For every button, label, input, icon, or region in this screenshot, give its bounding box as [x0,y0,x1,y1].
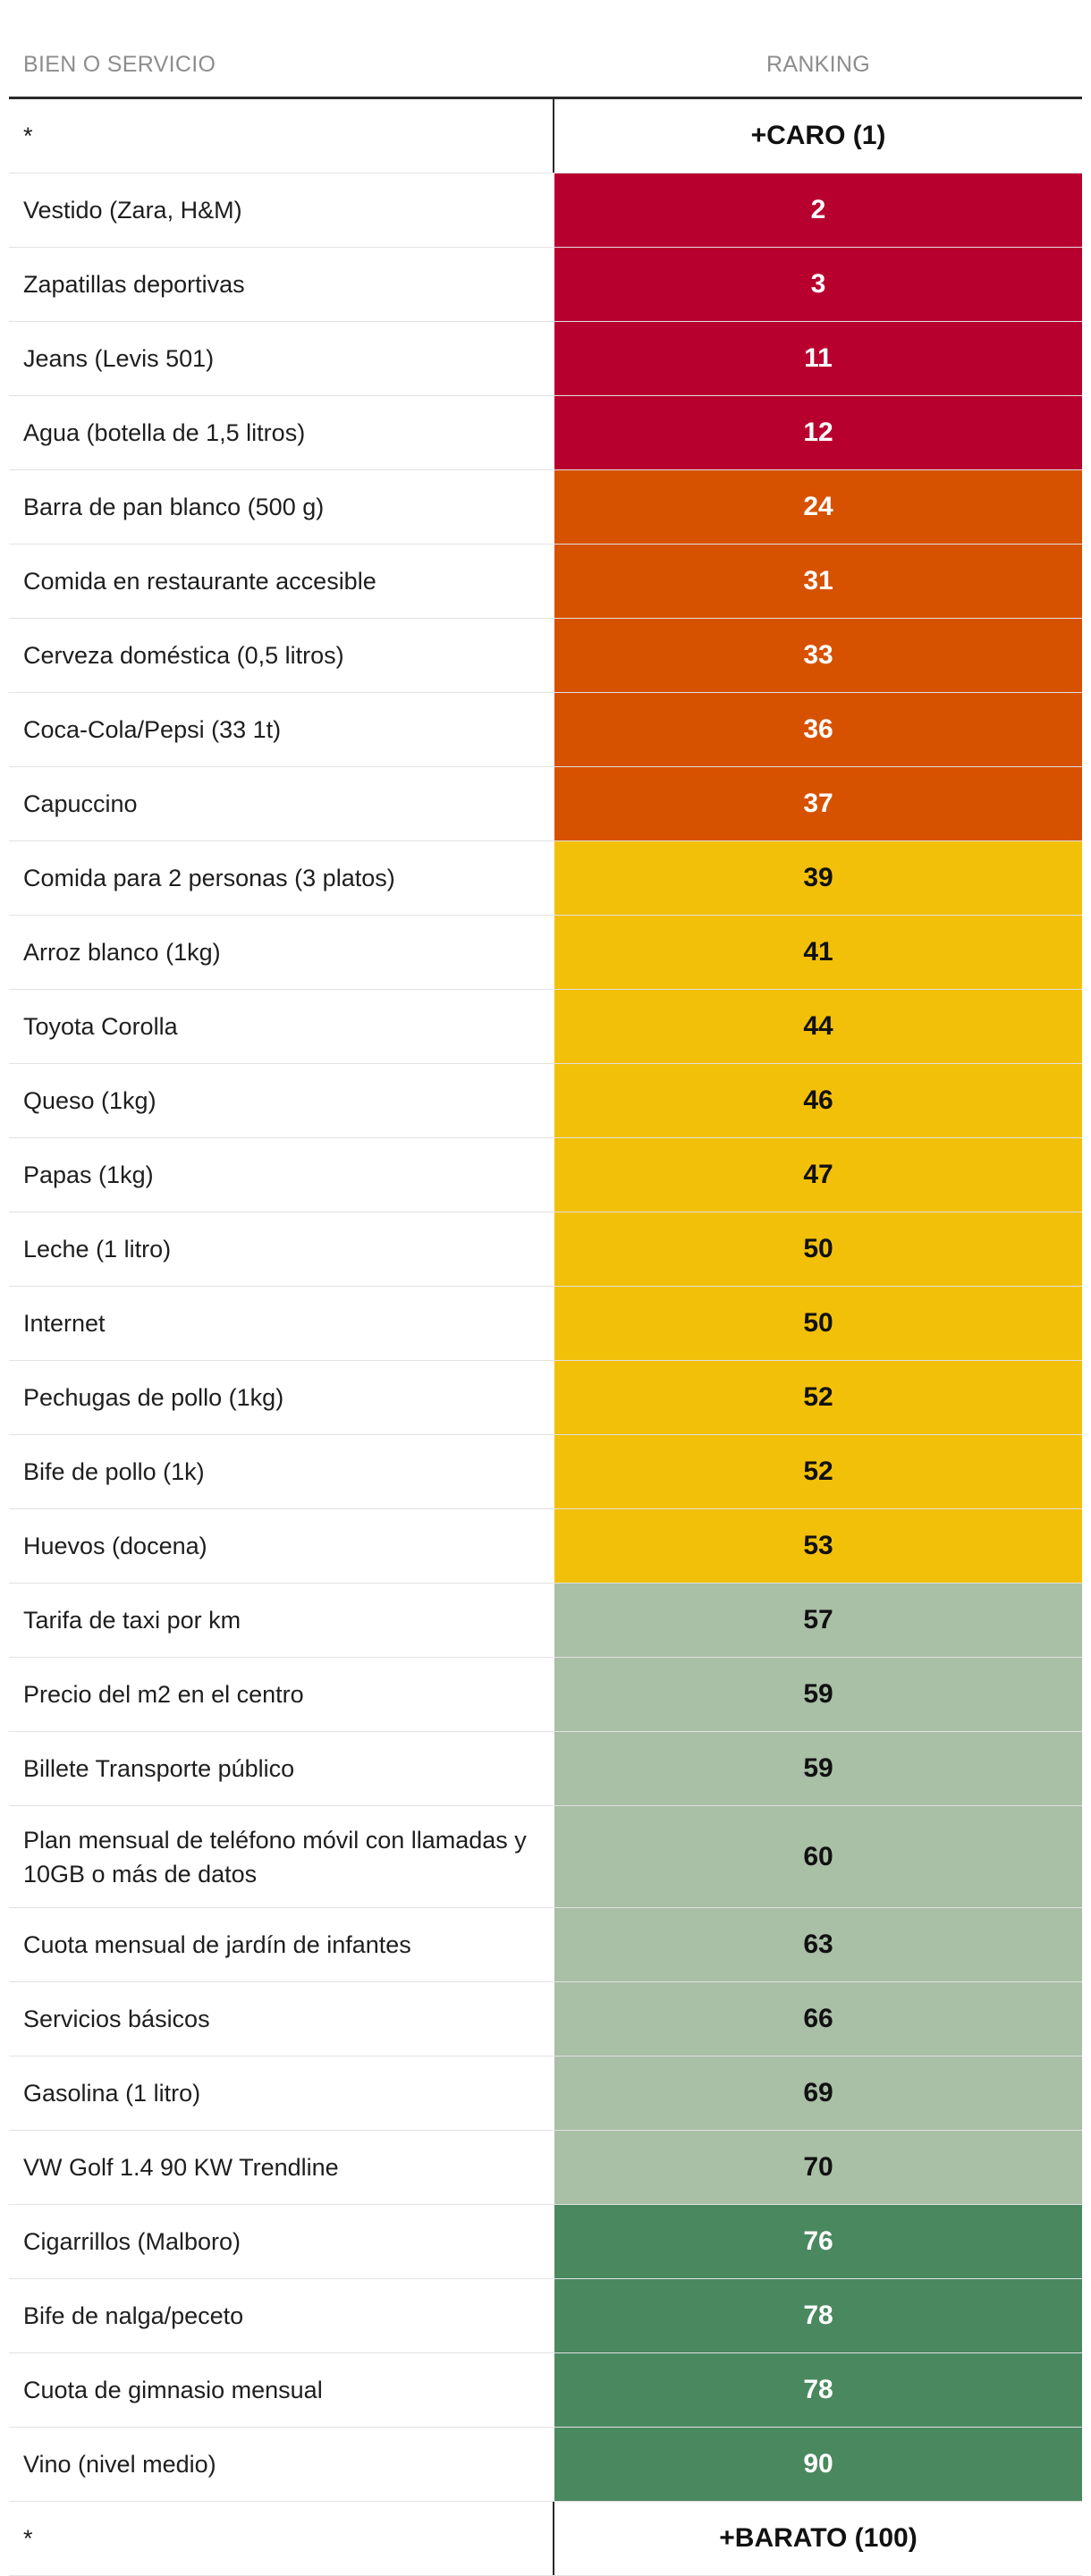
row-item-label: Agua (botella de 1,5 litros) [23,419,306,446]
row-rank-value: 11 [554,322,1082,395]
row-rank-value: 76 [554,2205,1082,2278]
row-item-label: Coca-Cola/Pepsi (33 1t) [23,716,282,743]
row-rank-value: 59 [554,1658,1082,1731]
table-header [9,0,1082,99]
row-item-label: Vestido (Zara, H&M) [23,197,242,224]
table-row [9,767,1082,841]
row-item-label: Jeans (Levis 501) [23,345,215,372]
table-row [9,2502,1082,2576]
row-rank-value: 53 [554,1509,1082,1583]
table-row [9,545,1082,619]
table-row [9,1138,1082,1212]
table-row [9,99,1082,173]
table-body [9,99,1082,2576]
table-row [9,1064,1082,1138]
row-rank-value: 78 [554,2279,1082,2352]
row-item-label: Precio del m2 en el centro [23,1681,304,1708]
row-item-label: Bife de pollo (1k) [23,1458,205,1485]
row-rank-value: 59 [554,1732,1082,1805]
table-row [9,173,1082,248]
column-header-item: BIEN O SERVICIO [23,52,216,77]
row-item-label: Servicios básicos [23,2006,210,2032]
row-item-label: Queso (1kg) [23,1087,156,1114]
row-item-label: Huevos (docena) [23,1533,207,1559]
row-item-label: * [23,122,33,149]
row-item-label: Vino (nivel medio) [23,2451,216,2478]
row-rank-value: 12 [554,396,1082,469]
table-row [9,916,1082,990]
row-rank-value: 52 [554,1435,1082,1508]
row-rank-value: 50 [554,1212,1082,1286]
table-row [9,619,1082,693]
row-item-label: Cigarrillos (Malboro) [23,2228,241,2255]
row-rank-value: 36 [554,693,1082,766]
row-rank-value: 52 [554,1361,1082,1434]
table-row [9,248,1082,322]
row-rank-value: 70 [554,2131,1082,2204]
row-item-label: Barra de pan blanco (500 g) [23,494,325,520]
table-row [9,841,1082,916]
table-row [9,1361,1082,1435]
row-item-label: Leche (1 litro) [23,1236,172,1263]
table-row [9,396,1082,470]
row-item-label: VW Golf 1.4 90 KW Trendline [23,2154,339,2181]
row-rank-value: 33 [554,619,1082,692]
row-item-label: Capuccino [23,790,138,817]
row-item-label: Arroz blanco (1kg) [23,939,221,966]
table-row [9,990,1082,1064]
table-row [9,470,1082,545]
table-row [9,1908,1082,1982]
row-rank-value: 78 [554,2353,1082,2427]
row-item-label: Cerveza doméstica (0,5 litros) [23,642,344,669]
row-item-label: Internet [23,1310,106,1337]
table-row [9,2279,1082,2353]
row-item-label: Gasolina (1 litro) [23,2080,201,2107]
table-row [9,2353,1082,2428]
row-item-label: Toyota Corolla [23,1013,178,1040]
row-rank-value: 57 [554,1584,1082,1657]
table-row [9,1584,1082,1658]
table-row [9,2131,1082,2205]
row-rank-value: 63 [554,1908,1082,1981]
row-rank-value: +CARO (1) [553,99,1082,173]
row-rank-value: 24 [554,470,1082,544]
table-row [9,1658,1082,1732]
row-item-label: Zapatillas deportivas [23,271,245,298]
row-item-label: Comida en restaurante accesible [23,568,376,595]
row-rank-value: 2 [554,173,1082,247]
row-rank-value: +BARATO (100) [553,2502,1082,2575]
row-rank-value: 44 [554,990,1082,1063]
table-row [9,1287,1082,1361]
row-rank-value: 3 [554,248,1082,321]
row-rank-value: 46 [554,1064,1082,1137]
table-row [9,2428,1082,2502]
row-item-label: * [23,2525,33,2552]
table-row [9,1509,1082,1584]
row-item-label: Billete Transporte público [23,1755,295,1782]
ranking-table [9,0,1082,2576]
row-rank-value: 37 [554,767,1082,840]
row-rank-value: 69 [554,2057,1082,2130]
row-item-label: Plan mensual de teléfono móvil con llamadas y 10GB o más de datos [23,1826,527,1888]
row-item-label: Cuota mensual de jardín de infantes [23,1931,411,1958]
row-rank-value: 39 [554,841,1082,915]
table-row [9,2057,1082,2131]
row-item-label: Pechugas de pollo (1kg) [23,1384,284,1411]
table-row [9,1806,1082,1908]
row-rank-value: 60 [554,1806,1082,1907]
row-rank-value: 50 [554,1287,1082,1360]
table-row [9,1732,1082,1806]
row-item-label: Papas (1kg) [23,1161,154,1188]
row-rank-value: 90 [554,2428,1082,2501]
table-row [9,1435,1082,1509]
row-rank-value: 47 [554,1138,1082,1212]
table-row [9,322,1082,396]
row-item-label: Tarifa de taxi por km [23,1607,241,1634]
table-row [9,2205,1082,2279]
table-row [9,1212,1082,1287]
row-item-label: Cuota de gimnasio mensual [23,2377,323,2403]
row-rank-value: 66 [554,1982,1082,2056]
row-item-label: Comida para 2 personas (3 platos) [23,865,395,891]
table-row [9,693,1082,767]
row-rank-value: 31 [554,545,1082,618]
row-rank-value: 41 [554,916,1082,989]
row-item-label: Bife de nalga/peceto [23,2302,244,2329]
column-header-rank: RANKING [765,52,870,77]
table-row [9,1982,1082,2057]
